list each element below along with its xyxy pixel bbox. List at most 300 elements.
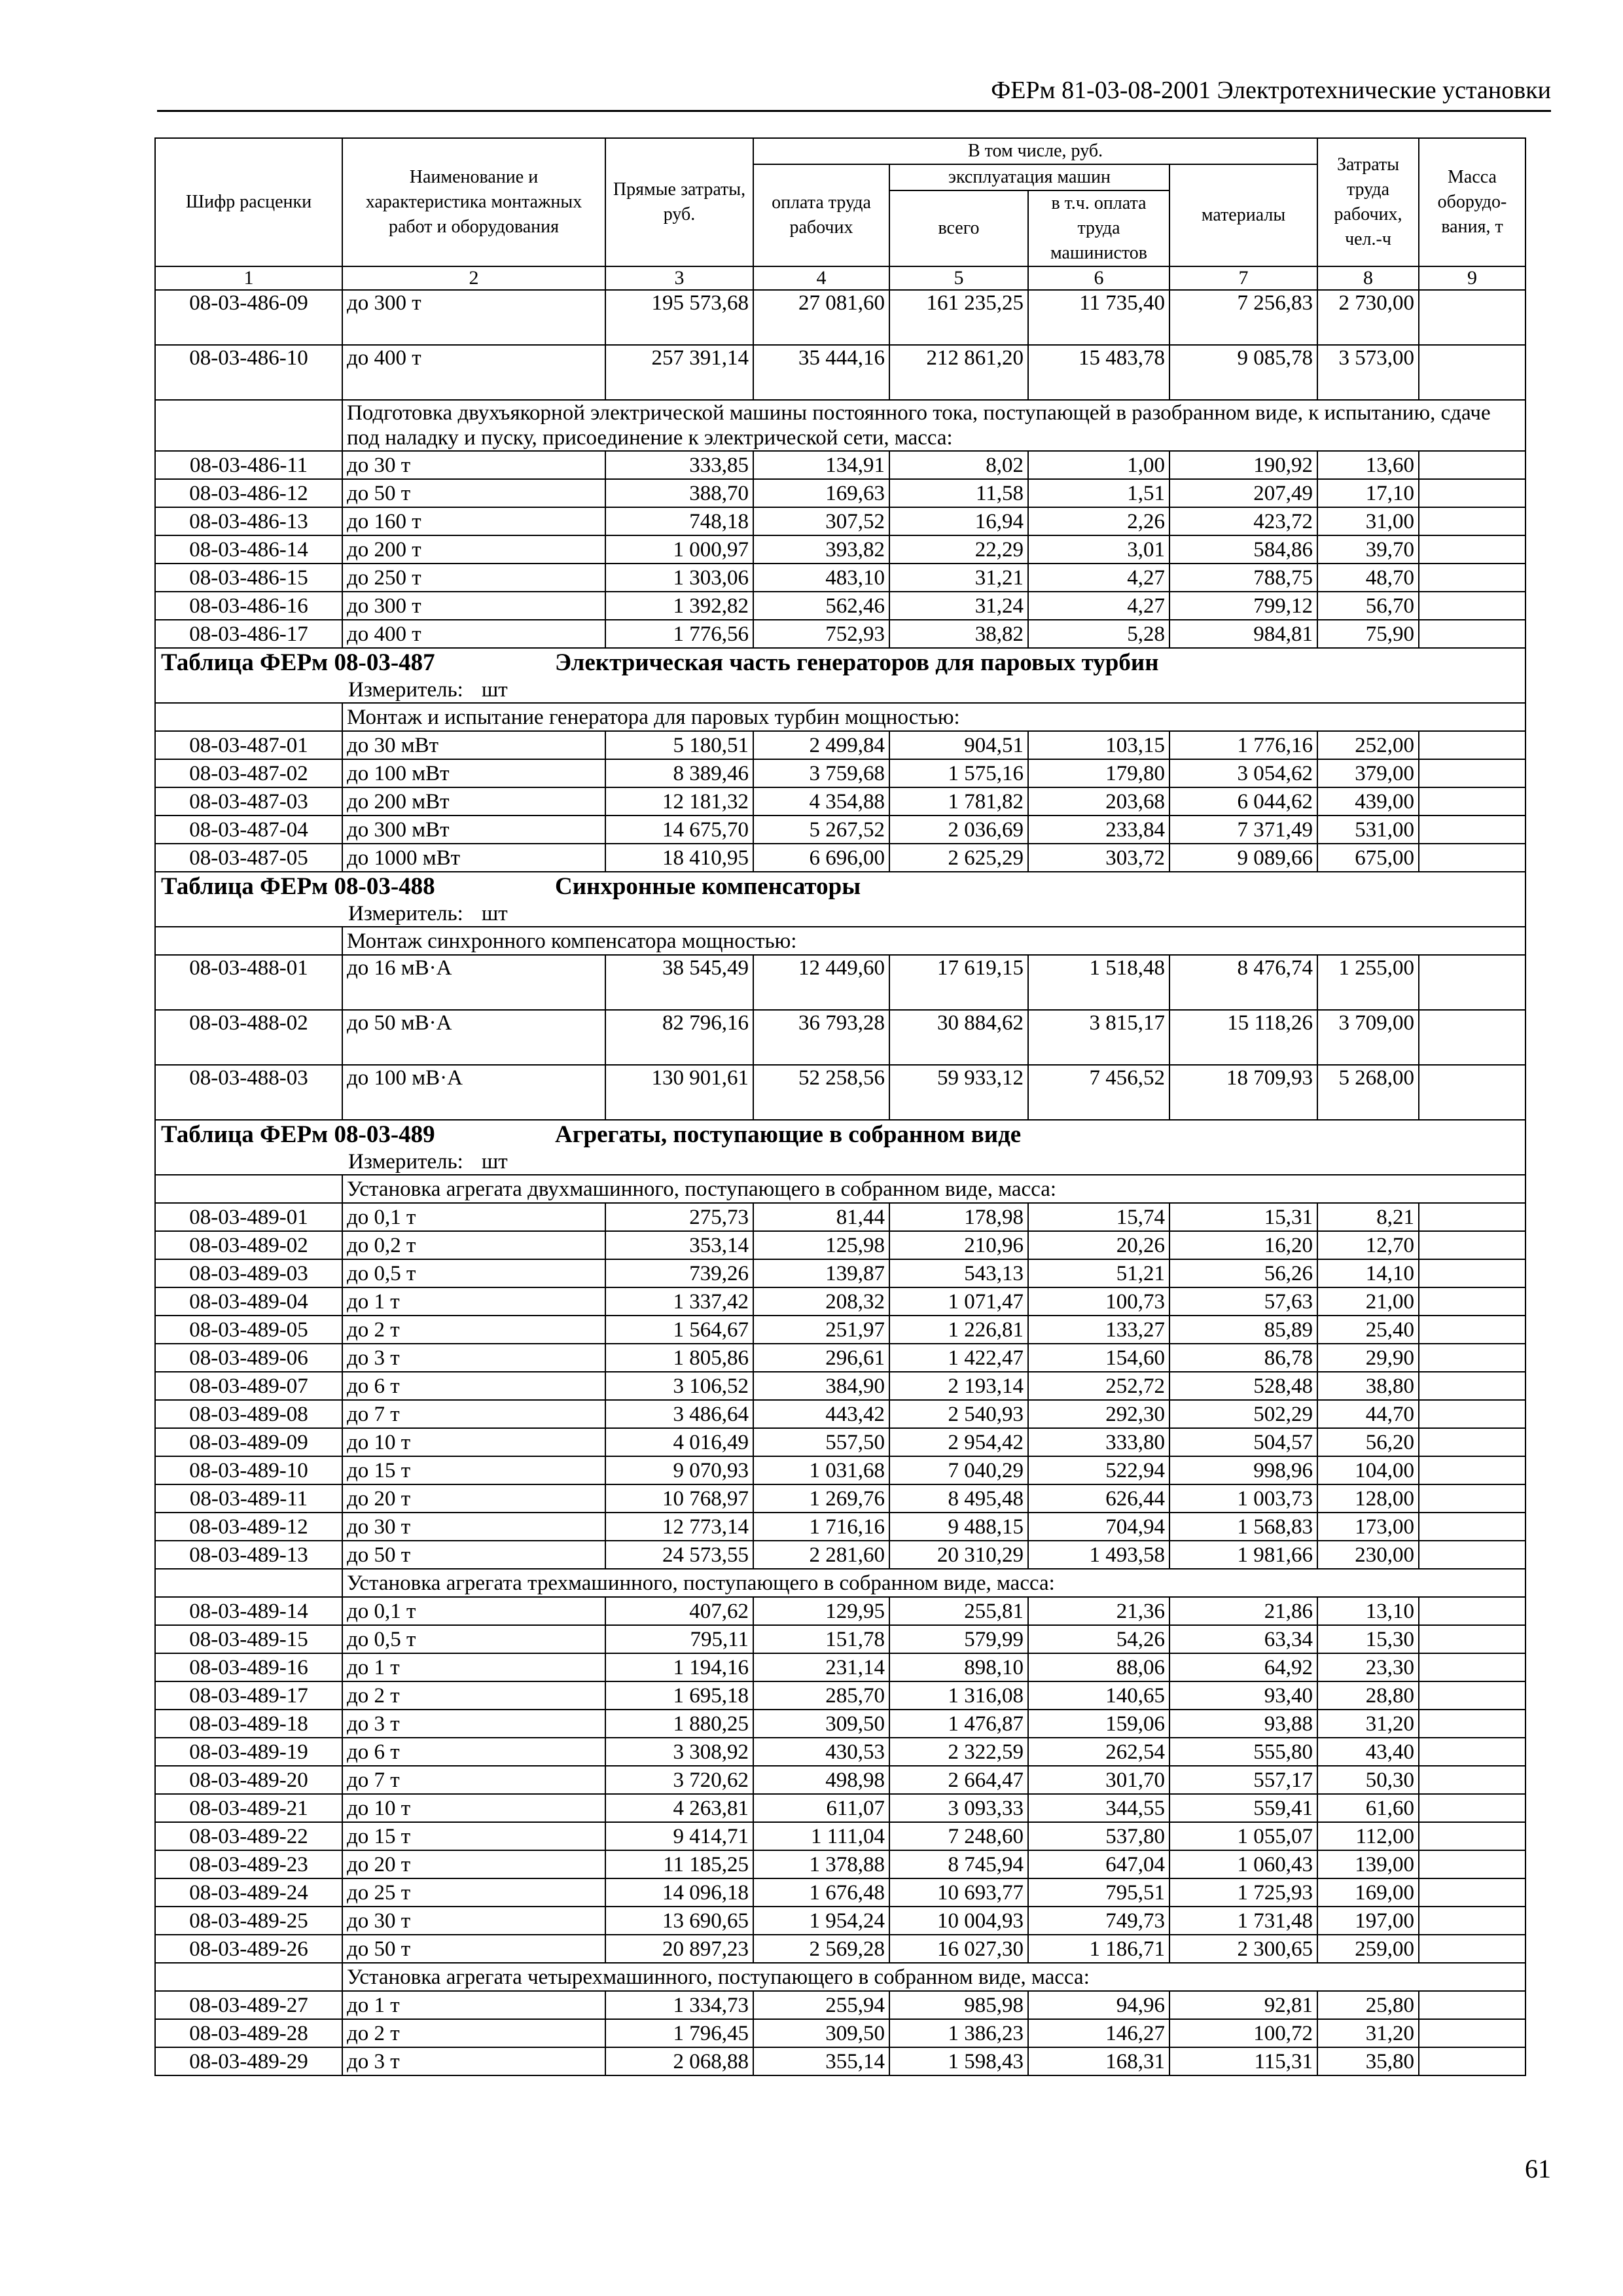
labor-costs-cell: 29,90 xyxy=(1317,1344,1419,1372)
labor-costs-cell: 5 268,00 xyxy=(1317,1065,1419,1120)
rate-code-cell: 08-03-489-29 xyxy=(155,2047,342,2075)
table-row xyxy=(155,1822,1525,1850)
machinists-wages-cell: 301,70 xyxy=(1028,1766,1169,1794)
equipment-mass-cell xyxy=(1419,1513,1525,1541)
materials-cell: 7 371,49 xyxy=(1169,816,1317,844)
machinists-wages-cell: 522,94 xyxy=(1028,1456,1169,1484)
materials-cell: 1 568,83 xyxy=(1169,1513,1317,1541)
machinists-wages-cell: 537,80 xyxy=(1028,1822,1169,1850)
equipment-mass-cell xyxy=(1419,1456,1525,1484)
header-code: Шифр расценки xyxy=(155,138,342,266)
machinists-wages-cell: 252,72 xyxy=(1028,1372,1169,1400)
direct-costs-cell: 1 392,82 xyxy=(605,592,753,620)
wages-cell: 151,78 xyxy=(753,1625,889,1653)
work-name-cell: до 3 т xyxy=(342,2047,605,2075)
work-name-cell: до 7 т xyxy=(342,1400,605,1428)
labor-costs-cell: 169,00 xyxy=(1317,1878,1419,1907)
machines-total-cell: 31,21 xyxy=(889,564,1028,592)
work-name-cell: до 50 мВ·А xyxy=(342,1010,605,1065)
materials-cell: 1 055,07 xyxy=(1169,1822,1317,1850)
table-row xyxy=(155,507,1525,535)
labor-costs-cell: 15,30 xyxy=(1317,1625,1419,1653)
materials-cell: 1 060,43 xyxy=(1169,1850,1317,1878)
table-title xyxy=(155,872,1525,901)
measure-unit xyxy=(155,901,1525,927)
rate-code-cell: 08-03-489-02 xyxy=(155,1231,342,1259)
equipment-mass-cell xyxy=(1419,1203,1525,1231)
wages-cell: 498,98 xyxy=(753,1766,889,1794)
work-name-cell: до 0,2 т xyxy=(342,1231,605,1259)
wages-cell: 4 354,88 xyxy=(753,787,889,816)
work-name-cell: до 200 мВт xyxy=(342,787,605,816)
measure-label: Измеритель: xyxy=(348,1150,463,1174)
rate-code-cell: 08-03-486-16 xyxy=(155,592,342,620)
equipment-mass-cell xyxy=(1419,345,1525,400)
labor-costs-cell: 439,00 xyxy=(1317,787,1419,816)
machines-total-cell: 22,29 xyxy=(889,535,1028,564)
materials-cell: 9 089,66 xyxy=(1169,844,1317,872)
table-row xyxy=(155,1878,1525,1907)
materials-cell: 528,48 xyxy=(1169,1372,1317,1400)
table-title-row xyxy=(155,1120,1525,1149)
work-name-cell: до 100 мВт xyxy=(342,759,605,787)
table-row xyxy=(155,1484,1525,1513)
work-name-cell: до 1000 мВт xyxy=(342,844,605,872)
measure-unit-row xyxy=(155,1149,1525,1175)
machines-total-cell: 1 476,87 xyxy=(889,1710,1028,1738)
table-header xyxy=(155,138,1525,290)
rate-code-cell: 08-03-489-24 xyxy=(155,1878,342,1907)
equipment-mass-cell xyxy=(1419,620,1525,648)
machines-total-cell: 1 422,47 xyxy=(889,1344,1028,1372)
empty-cell xyxy=(155,703,342,731)
machinists-wages-cell: 159,06 xyxy=(1028,1710,1169,1738)
rate-code-cell: 08-03-487-02 xyxy=(155,759,342,787)
work-name-cell: до 0,5 т xyxy=(342,1259,605,1287)
materials-cell: 504,57 xyxy=(1169,1428,1317,1456)
machinists-wages-cell: 203,68 xyxy=(1028,787,1169,816)
work-name-cell: до 50 т xyxy=(342,1935,605,1963)
materials-cell: 799,12 xyxy=(1169,592,1317,620)
table-name: Синхронные компенсаторы xyxy=(555,873,861,900)
rate-code-cell: 08-03-488-02 xyxy=(155,1010,342,1065)
wages-cell: 52 258,56 xyxy=(753,1065,889,1120)
equipment-mass-cell xyxy=(1419,535,1525,564)
labor-costs-cell: 39,70 xyxy=(1317,535,1419,564)
direct-costs-cell: 388,70 xyxy=(605,479,753,507)
empty-cell xyxy=(155,1569,342,1597)
rate-code-cell: 08-03-486-11 xyxy=(155,451,342,479)
machinists-wages-cell: 21,36 xyxy=(1028,1597,1169,1625)
table-row xyxy=(155,592,1525,620)
machinists-wages-cell: 1,51 xyxy=(1028,479,1169,507)
machines-total-cell: 2 540,93 xyxy=(889,1400,1028,1428)
labor-costs-cell: 31,00 xyxy=(1317,507,1419,535)
work-name-cell: до 20 т xyxy=(342,1850,605,1878)
measure-unit-row xyxy=(155,901,1525,927)
direct-costs-cell: 12 181,32 xyxy=(605,787,753,816)
work-name-cell: до 300 т xyxy=(342,592,605,620)
rate-code-cell: 08-03-487-04 xyxy=(155,816,342,844)
labor-costs-cell: 23,30 xyxy=(1317,1653,1419,1681)
machinists-wages-cell: 5,28 xyxy=(1028,620,1169,648)
machinists-wages-cell: 4,27 xyxy=(1028,564,1169,592)
machines-total-cell: 7 040,29 xyxy=(889,1456,1028,1484)
labor-costs-cell: 56,20 xyxy=(1317,1428,1419,1456)
materials-cell: 557,17 xyxy=(1169,1766,1317,1794)
materials-cell: 115,31 xyxy=(1169,2047,1317,2075)
rate-code-cell: 08-03-489-18 xyxy=(155,1710,342,1738)
labor-costs-cell: 112,00 xyxy=(1317,1822,1419,1850)
wages-cell: 255,94 xyxy=(753,1991,889,2019)
page-number: 61 xyxy=(1525,2154,1551,2183)
equipment-mass-cell xyxy=(1419,1372,1525,1400)
work-name-cell: до 0,1 т xyxy=(342,1203,605,1231)
equipment-mass-cell xyxy=(1419,1065,1525,1120)
labor-costs-cell: 675,00 xyxy=(1317,844,1419,872)
column-number: 4 xyxy=(753,266,889,290)
machinists-wages-cell: 1,00 xyxy=(1028,451,1169,479)
machines-total-cell: 2 322,59 xyxy=(889,1738,1028,1766)
table-row xyxy=(155,1653,1525,1681)
table-row xyxy=(155,290,1525,345)
table-row xyxy=(155,1259,1525,1287)
rate-code-cell: 08-03-486-15 xyxy=(155,564,342,592)
machinists-wages-cell: 303,72 xyxy=(1028,844,1169,872)
wages-cell: 6 696,00 xyxy=(753,844,889,872)
machinists-wages-cell: 262,54 xyxy=(1028,1738,1169,1766)
machines-total-cell: 17 619,15 xyxy=(889,955,1028,1010)
wages-cell: 393,82 xyxy=(753,535,889,564)
wages-cell: 1 954,24 xyxy=(753,1907,889,1935)
machinists-wages-cell: 1 186,71 xyxy=(1028,1935,1169,1963)
machinists-wages-cell: 704,94 xyxy=(1028,1513,1169,1541)
machinists-wages-cell: 54,26 xyxy=(1028,1625,1169,1653)
direct-costs-cell: 1 337,42 xyxy=(605,1287,753,1316)
rate-code-cell: 08-03-489-13 xyxy=(155,1541,342,1569)
machinists-wages-cell: 1 518,48 xyxy=(1028,955,1169,1010)
machines-total-cell: 1 575,16 xyxy=(889,759,1028,787)
equipment-mass-cell xyxy=(1419,479,1525,507)
machines-total-cell: 255,81 xyxy=(889,1597,1028,1625)
measure-unit xyxy=(155,1149,1525,1175)
direct-costs-cell: 1 564,67 xyxy=(605,1316,753,1344)
materials-cell: 1 731,48 xyxy=(1169,1907,1317,1935)
measure-value: шт xyxy=(481,678,508,702)
direct-costs-cell: 8 389,46 xyxy=(605,759,753,787)
page-header: ФЕРм 81-03-08-2001 Электротехнические установки xyxy=(157,71,1551,112)
table-row xyxy=(155,1287,1525,1316)
direct-costs-cell: 1 776,56 xyxy=(605,620,753,648)
direct-costs-cell: 748,18 xyxy=(605,507,753,535)
labor-costs-cell: 173,00 xyxy=(1317,1513,1419,1541)
materials-cell: 559,41 xyxy=(1169,1794,1317,1822)
materials-cell: 190,92 xyxy=(1169,451,1317,479)
machinists-wages-cell: 344,55 xyxy=(1028,1794,1169,1822)
work-name-cell: до 6 т xyxy=(342,1372,605,1400)
labor-costs-cell: 28,80 xyxy=(1317,1681,1419,1710)
work-name-cell: до 2 т xyxy=(342,1316,605,1344)
machinists-wages-cell: 749,73 xyxy=(1028,1907,1169,1935)
work-name-cell: до 30 т xyxy=(342,1513,605,1541)
labor-costs-cell: 61,60 xyxy=(1317,1794,1419,1822)
work-name-cell: до 15 т xyxy=(342,1456,605,1484)
wages-cell: 169,63 xyxy=(753,479,889,507)
table-row xyxy=(155,1935,1525,1963)
materials-cell: 423,72 xyxy=(1169,507,1317,535)
column-number: 1 xyxy=(155,266,342,290)
materials-cell: 86,78 xyxy=(1169,1344,1317,1372)
direct-costs-cell: 20 897,23 xyxy=(605,1935,753,1963)
labor-costs-cell: 197,00 xyxy=(1317,1907,1419,1935)
table-row xyxy=(155,1231,1525,1259)
machines-total-cell: 2 625,29 xyxy=(889,844,1028,872)
equipment-mass-cell xyxy=(1419,1991,1525,2019)
direct-costs-cell: 1 805,86 xyxy=(605,1344,753,1372)
table-row xyxy=(155,1681,1525,1710)
direct-costs-cell: 24 573,55 xyxy=(605,1541,753,1569)
work-name-cell: до 100 мВ·А xyxy=(342,1065,605,1120)
direct-costs-cell: 4 016,49 xyxy=(605,1428,753,1456)
materials-cell: 18 709,93 xyxy=(1169,1065,1317,1120)
wages-cell: 443,42 xyxy=(753,1400,889,1428)
materials-cell: 788,75 xyxy=(1169,564,1317,592)
direct-costs-cell: 333,85 xyxy=(605,451,753,479)
materials-cell: 555,80 xyxy=(1169,1738,1317,1766)
direct-costs-cell: 275,73 xyxy=(605,1203,753,1231)
machines-total-cell: 8,02 xyxy=(889,451,1028,479)
rate-code-cell: 08-03-489-09 xyxy=(155,1428,342,1456)
rate-code-cell: 08-03-489-14 xyxy=(155,1597,342,1625)
labor-costs-cell: 13,60 xyxy=(1317,451,1419,479)
column-number: 9 xyxy=(1419,266,1525,290)
machinists-wages-cell: 292,30 xyxy=(1028,1400,1169,1428)
table-name: Агрегаты, поступающие в собранном виде xyxy=(555,1121,1022,1148)
equipment-mass-cell xyxy=(1419,2019,1525,2047)
wages-cell: 384,90 xyxy=(753,1372,889,1400)
table-row xyxy=(155,1203,1525,1231)
work-name-cell: до 0,5 т xyxy=(342,1625,605,1653)
table-row xyxy=(155,1344,1525,1372)
table-row xyxy=(155,1766,1525,1794)
equipment-mass-cell xyxy=(1419,731,1525,759)
header-including: В том числе, руб. xyxy=(753,138,1317,164)
equipment-mass-cell xyxy=(1419,1850,1525,1878)
machinists-wages-cell: 1 493,58 xyxy=(1028,1541,1169,1569)
work-name-cell: до 160 т xyxy=(342,507,605,535)
wages-cell: 355,14 xyxy=(753,2047,889,2075)
direct-costs-cell: 3 720,62 xyxy=(605,1766,753,1794)
machines-total-cell: 10 693,77 xyxy=(889,1878,1028,1907)
table-row xyxy=(155,1316,1525,1344)
header-machines: эксплуатация машин xyxy=(889,164,1169,190)
rate-code-cell: 08-03-488-01 xyxy=(155,955,342,1010)
machines-total-cell: 178,98 xyxy=(889,1203,1028,1231)
machinists-wages-cell: 3,01 xyxy=(1028,535,1169,564)
equipment-mass-cell xyxy=(1419,1010,1525,1065)
equipment-mass-cell xyxy=(1419,1484,1525,1513)
labor-costs-cell: 2 730,00 xyxy=(1317,290,1419,345)
machines-total-cell: 8 495,48 xyxy=(889,1484,1028,1513)
machinists-wages-cell: 233,84 xyxy=(1028,816,1169,844)
rate-code-cell: 08-03-487-01 xyxy=(155,731,342,759)
work-name-cell: до 3 т xyxy=(342,1710,605,1738)
table-title xyxy=(155,1120,1525,1149)
table-row xyxy=(155,816,1525,844)
materials-cell: 502,29 xyxy=(1169,1400,1317,1428)
header-labor: Затраты труда рабочих, чел.-ч xyxy=(1317,138,1419,266)
machinists-wages-cell: 146,27 xyxy=(1028,2019,1169,2047)
equipment-mass-cell xyxy=(1419,1316,1525,1344)
measure-label: Измеритель: xyxy=(348,902,463,925)
machines-total-cell: 2 193,14 xyxy=(889,1372,1028,1400)
equipment-mass-cell xyxy=(1419,290,1525,345)
direct-costs-cell: 9 414,71 xyxy=(605,1822,753,1850)
rate-code-cell: 08-03-489-06 xyxy=(155,1344,342,1372)
table-row xyxy=(155,479,1525,507)
wages-cell: 611,07 xyxy=(753,1794,889,1822)
rate-code-cell: 08-03-489-19 xyxy=(155,1738,342,1766)
labor-costs-cell: 48,70 xyxy=(1317,564,1419,592)
work-name-cell: до 3 т xyxy=(342,1344,605,1372)
equipment-mass-cell xyxy=(1419,1935,1525,1963)
table-row xyxy=(155,2019,1525,2047)
equipment-mass-cell xyxy=(1419,955,1525,1010)
section-heading-row xyxy=(155,400,1525,451)
header-materials: материалы xyxy=(1169,164,1317,266)
machines-total-cell: 8 745,94 xyxy=(889,1850,1028,1878)
direct-costs-cell: 1 334,73 xyxy=(605,1991,753,2019)
machines-total-cell: 985,98 xyxy=(889,1991,1028,2019)
machines-total-cell: 11,58 xyxy=(889,479,1028,507)
rate-code-cell: 08-03-487-05 xyxy=(155,844,342,872)
wages-cell: 1 031,68 xyxy=(753,1456,889,1484)
machinists-wages-cell: 3 815,17 xyxy=(1028,1010,1169,1065)
labor-costs-cell: 1 255,00 xyxy=(1317,955,1419,1010)
rate-code-cell: 08-03-489-16 xyxy=(155,1653,342,1681)
machines-total-cell: 16,94 xyxy=(889,507,1028,535)
work-name-cell: до 30 мВт xyxy=(342,731,605,759)
direct-costs-cell: 1 303,06 xyxy=(605,564,753,592)
table-row xyxy=(155,1625,1525,1653)
header-machines-total: всего xyxy=(889,190,1028,266)
column-number: 3 xyxy=(605,266,753,290)
machinists-wages-cell: 11 735,40 xyxy=(1028,290,1169,345)
direct-costs-cell: 1 194,16 xyxy=(605,1653,753,1681)
table-row xyxy=(155,1597,1525,1625)
table-row xyxy=(155,731,1525,759)
machines-total-cell: 579,99 xyxy=(889,1625,1028,1653)
machines-total-cell: 7 248,60 xyxy=(889,1822,1028,1850)
work-name-cell: до 400 т xyxy=(342,345,605,400)
header-machinists: в т.ч. оплата труда машинистов xyxy=(1028,190,1169,266)
work-name-cell: до 400 т xyxy=(342,620,605,648)
equipment-mass-cell xyxy=(1419,759,1525,787)
column-number: 5 xyxy=(889,266,1028,290)
labor-costs-cell: 17,10 xyxy=(1317,479,1419,507)
wages-cell: 752,93 xyxy=(753,620,889,648)
header-mass: Масса оборудо-вания, т xyxy=(1419,138,1525,266)
wages-cell: 81,44 xyxy=(753,1203,889,1231)
section-heading: Установка агрегата двухмашинного, поступающего в собранном виде, масса: xyxy=(342,1175,1525,1203)
machines-total-cell: 10 004,93 xyxy=(889,1907,1028,1935)
machines-total-cell: 59 933,12 xyxy=(889,1065,1028,1120)
direct-costs-cell: 1 695,18 xyxy=(605,1681,753,1710)
wages-cell: 125,98 xyxy=(753,1231,889,1259)
wages-cell: 1 111,04 xyxy=(753,1822,889,1850)
machinists-wages-cell: 15 483,78 xyxy=(1028,345,1169,400)
table-number: Таблица ФЕРм 08-03-489 xyxy=(161,1121,435,1148)
labor-costs-cell: 230,00 xyxy=(1317,1541,1419,1569)
wages-cell: 2 569,28 xyxy=(753,1935,889,1963)
materials-cell: 16,20 xyxy=(1169,1231,1317,1259)
machines-total-cell: 2 664,47 xyxy=(889,1766,1028,1794)
materials-cell: 6 044,62 xyxy=(1169,787,1317,816)
labor-costs-cell: 379,00 xyxy=(1317,759,1419,787)
wages-cell: 2 281,60 xyxy=(753,1541,889,1569)
labor-costs-cell: 14,10 xyxy=(1317,1259,1419,1287)
rate-code-cell: 08-03-489-11 xyxy=(155,1484,342,1513)
rate-code-cell: 08-03-489-12 xyxy=(155,1513,342,1541)
column-number: 8 xyxy=(1317,266,1419,290)
labor-costs-cell: 75,90 xyxy=(1317,620,1419,648)
rate-code-cell: 08-03-486-12 xyxy=(155,479,342,507)
work-name-cell: до 250 т xyxy=(342,564,605,592)
wages-cell: 12 449,60 xyxy=(753,955,889,1010)
direct-costs-cell: 5 180,51 xyxy=(605,731,753,759)
labor-costs-cell: 259,00 xyxy=(1317,1935,1419,1963)
rate-code-cell: 08-03-489-23 xyxy=(155,1850,342,1878)
machinists-wages-cell: 51,21 xyxy=(1028,1259,1169,1287)
equipment-mass-cell xyxy=(1419,1766,1525,1794)
machinists-wages-cell: 20,26 xyxy=(1028,1231,1169,1259)
wages-cell: 307,52 xyxy=(753,507,889,535)
equipment-mass-cell xyxy=(1419,1344,1525,1372)
table-body xyxy=(155,290,1525,2075)
measure-unit xyxy=(155,677,1525,703)
machines-total-cell: 3 093,33 xyxy=(889,1794,1028,1822)
equipment-mass-cell xyxy=(1419,1541,1525,1569)
labor-costs-cell: 31,20 xyxy=(1317,2019,1419,2047)
equipment-mass-cell xyxy=(1419,1653,1525,1681)
wages-cell: 1 676,48 xyxy=(753,1878,889,1907)
work-name-cell: до 30 т xyxy=(342,1907,605,1935)
table-row xyxy=(155,1400,1525,1428)
rate-code-cell: 08-03-489-26 xyxy=(155,1935,342,1963)
labor-costs-cell: 56,70 xyxy=(1317,592,1419,620)
section-heading-row xyxy=(155,1963,1525,1991)
table-row xyxy=(155,844,1525,872)
machinists-wages-cell: 647,04 xyxy=(1028,1850,1169,1878)
rate-code-cell: 08-03-486-13 xyxy=(155,507,342,535)
direct-costs-cell: 3 308,92 xyxy=(605,1738,753,1766)
wages-cell: 27 081,60 xyxy=(753,290,889,345)
direct-costs-cell: 407,62 xyxy=(605,1597,753,1625)
labor-costs-cell: 38,80 xyxy=(1317,1372,1419,1400)
rate-code-cell: 08-03-489-17 xyxy=(155,1681,342,1710)
measure-unit-row xyxy=(155,677,1525,703)
materials-cell: 93,88 xyxy=(1169,1710,1317,1738)
materials-cell: 998,96 xyxy=(1169,1456,1317,1484)
rate-code-cell: 08-03-486-09 xyxy=(155,290,342,345)
materials-cell: 3 054,62 xyxy=(1169,759,1317,787)
materials-cell: 1 003,73 xyxy=(1169,1484,1317,1513)
rate-code-cell: 08-03-489-20 xyxy=(155,1766,342,1794)
wages-cell: 139,87 xyxy=(753,1259,889,1287)
work-name-cell: до 20 т xyxy=(342,1484,605,1513)
direct-costs-cell: 195 573,68 xyxy=(605,290,753,345)
section-heading-row xyxy=(155,927,1525,955)
